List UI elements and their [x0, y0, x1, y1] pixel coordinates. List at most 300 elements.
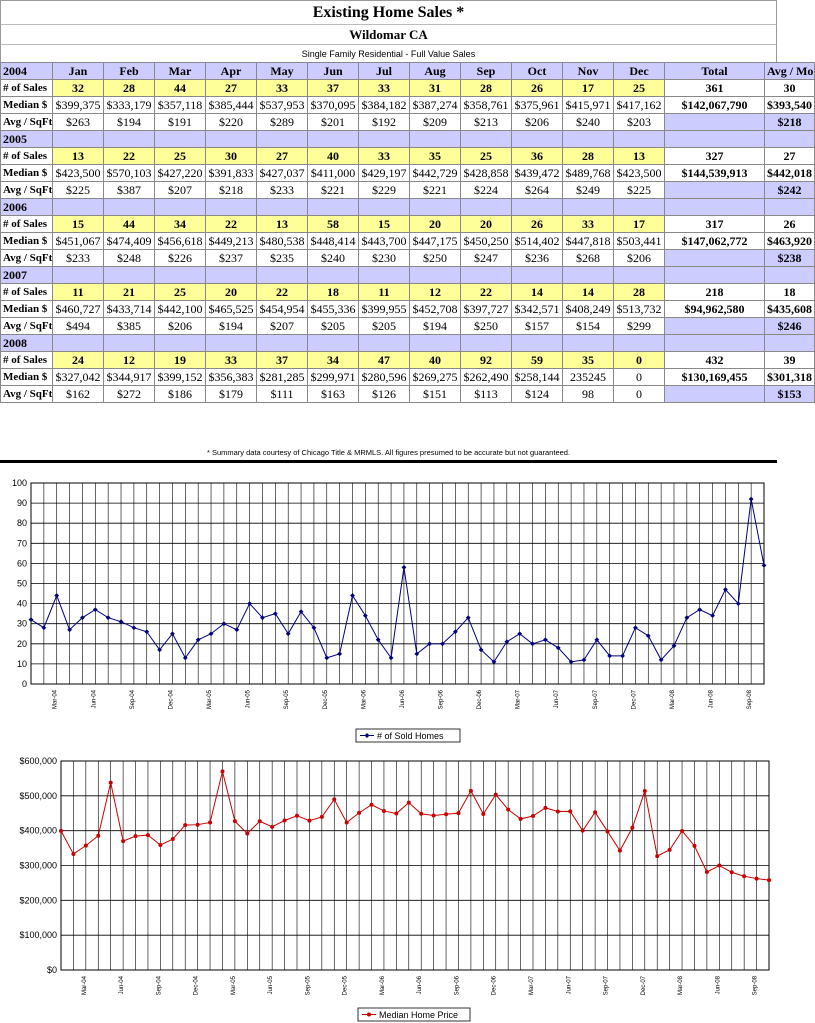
empty-cell: [155, 267, 206, 284]
median-avg: $393,540: [765, 97, 815, 114]
data-point: [134, 834, 138, 838]
data-point: [320, 815, 324, 819]
sqft-cell: 0: [614, 386, 665, 403]
x-tick-label: Jun-07: [566, 976, 573, 995]
sqft-cell: 98: [563, 386, 614, 403]
data-point: [456, 811, 460, 815]
empty-cell: [563, 199, 614, 216]
y-tick-label: 60: [16, 558, 27, 569]
data-point: [742, 874, 746, 878]
sales-cell: 37: [308, 80, 359, 97]
y-tick-label: $500,000: [19, 790, 57, 801]
sales-cell: 24: [53, 352, 104, 369]
sales-cell: 32: [53, 80, 104, 97]
sqft-cell: $209: [410, 114, 461, 131]
y-tick-label: $600,000: [19, 756, 57, 766]
year-label: 2005: [1, 131, 53, 148]
data-point: [643, 789, 647, 793]
x-tick-label: Mar-07: [515, 690, 522, 710]
empty-cell: [359, 199, 410, 216]
median-cell: $439,472: [512, 165, 563, 182]
empty-cell: [206, 335, 257, 352]
sales-cell: 92: [461, 352, 512, 369]
x-tick-label: Sep-04: [156, 976, 163, 996]
x-tick-label: Jun-05: [268, 976, 275, 995]
sqft-cell: $225: [53, 182, 104, 199]
x-tick-label: Jun-08: [715, 976, 722, 995]
data-point: [593, 810, 597, 814]
sqft-cell: $233: [257, 182, 308, 199]
sqft-cell: $205: [359, 318, 410, 335]
y-tick-label: $0: [46, 965, 57, 975]
x-tick-label: Jun-08: [708, 690, 715, 709]
median-cell: $427,037: [257, 165, 308, 182]
median-cell: $447,175: [410, 233, 461, 250]
month-header: May: [257, 63, 308, 80]
empty-cell: [512, 267, 563, 284]
empty-cell: [104, 131, 155, 148]
empty-cell: [104, 199, 155, 216]
x-tick-label: Sep-05: [284, 690, 291, 710]
y-tick-label: 10: [16, 658, 27, 669]
sales-cell: 40: [410, 352, 461, 369]
empty-cell: [461, 199, 512, 216]
x-tick-label: Dec-04: [168, 690, 175, 710]
sqft-cell: $206: [512, 114, 563, 131]
sales-total: 317: [665, 216, 765, 233]
median-cell: $443,700: [359, 233, 410, 250]
empty-cell: [308, 267, 359, 284]
data-point: [581, 829, 585, 833]
x-tick-label: Dec-06: [477, 690, 484, 710]
x-tick-label: Mar-05: [230, 976, 237, 996]
median-cell: $344,917: [104, 369, 155, 386]
sales-cell: 33: [563, 216, 614, 233]
data-point: [481, 812, 485, 816]
sales-cell: 33: [206, 352, 257, 369]
sales-cell: 15: [359, 216, 410, 233]
sqft-row: [1, 386, 815, 403]
sqft-cell: $248: [104, 250, 155, 267]
median-cell: $454,954: [257, 301, 308, 318]
empty-cell: [257, 267, 308, 284]
empty-cell: [53, 199, 104, 216]
y-tick-label: $400,000: [19, 825, 57, 836]
median-cell: $397,727: [461, 301, 512, 318]
empty-cell: [665, 386, 765, 403]
data-point: [531, 814, 535, 818]
median-cell: $387,274: [410, 97, 461, 114]
median-cell: $423,500: [614, 165, 665, 182]
median-cell: $299,971: [308, 369, 359, 386]
data-point: [469, 789, 473, 793]
sqft-cell: $163: [308, 386, 359, 403]
median-cell: $474,409: [104, 233, 155, 250]
sales-cell: 28: [614, 284, 665, 301]
row-label: Avg / SqFt: [1, 114, 53, 131]
sqft-cell: $385: [104, 318, 155, 335]
year-header-row: [1, 63, 815, 80]
row-label: Avg / SqFt: [1, 182, 53, 199]
data-point: [755, 877, 759, 881]
sqft-avg: $218: [765, 114, 815, 131]
sales-cell: 13: [53, 148, 104, 165]
x-tick-label: Mar-08: [678, 976, 685, 996]
sqft-cell: $205: [308, 318, 359, 335]
sales-cell: 59: [512, 352, 563, 369]
month-header: Dec: [614, 63, 665, 80]
empty-cell: [308, 131, 359, 148]
empty-cell: [257, 131, 308, 148]
data-point: [307, 819, 311, 823]
median-cell: $399,955: [359, 301, 410, 318]
data-point: [171, 837, 175, 841]
sales-avg: 39: [765, 352, 815, 369]
empty-cell: [461, 267, 512, 284]
sales-row: [1, 284, 815, 301]
data-point: [332, 797, 336, 801]
empty-cell: [410, 267, 461, 284]
empty-cell: [665, 250, 765, 267]
x-tick-label: Mar-06: [361, 690, 368, 710]
footnote: * Summary data courtesy of Chicago Title & MRMLS. All figures presumed to be accurate but not guaranteed.: [206, 448, 571, 457]
sqft-cell: $124: [512, 386, 563, 403]
sqft-cell: $240: [563, 114, 614, 131]
x-tick-label: Sep-06: [454, 976, 461, 996]
median-total: $144,539,913: [665, 165, 765, 182]
data-point: [59, 829, 63, 833]
sqft-cell: $194: [104, 114, 155, 131]
data-point: [220, 769, 224, 773]
x-tick-label: Sep-08: [747, 690, 754, 710]
sales-cell: 35: [563, 352, 614, 369]
median-cell: 0: [614, 369, 665, 386]
sqft-cell: $236: [512, 250, 563, 267]
data-point: [109, 781, 113, 785]
sales-cell: 0: [614, 352, 665, 369]
year-label: 2004: [1, 63, 53, 80]
sales-cell: 19: [155, 352, 206, 369]
sales-row: [1, 352, 815, 369]
median-total: $142,067,790: [665, 97, 765, 114]
sqft-row: [1, 250, 815, 267]
year-label: 2006: [1, 199, 53, 216]
empty-cell: [155, 335, 206, 352]
sqft-cell: $126: [359, 386, 410, 403]
empty-cell: [563, 335, 614, 352]
sqft-avg: $246: [765, 318, 815, 335]
median-total: $94,962,580: [665, 301, 765, 318]
sales-cell: 25: [155, 148, 206, 165]
sqft-cell: $151: [410, 386, 461, 403]
empty-cell: [155, 131, 206, 148]
sales-cell: 27: [206, 80, 257, 97]
sales-cell: 58: [308, 216, 359, 233]
sales-cell: 15: [53, 216, 104, 233]
data-point: [606, 829, 610, 833]
median-price-chart: [0, 755, 777, 1022]
sqft-cell: $113: [461, 386, 512, 403]
sqft-cell: $233: [53, 250, 104, 267]
year-header-row: [1, 199, 815, 216]
row-label: Median $: [1, 233, 53, 250]
sqft-cell: $299: [614, 318, 665, 335]
empty-cell: [308, 199, 359, 216]
median-cell: $570,103: [104, 165, 155, 182]
sales-cell: 27: [257, 148, 308, 165]
empty-cell: [359, 267, 410, 284]
x-tick-label: Dec-07: [631, 690, 638, 710]
empty-cell: [53, 335, 104, 352]
sqft-row: [1, 114, 815, 131]
data-point: [655, 854, 659, 858]
sqft-cell: $289: [257, 114, 308, 131]
year-label: 2007: [1, 267, 53, 284]
year-header-row: [1, 267, 815, 284]
sqft-cell: $240: [308, 250, 359, 267]
divider: [0, 460, 777, 463]
month-header: Apr: [206, 63, 257, 80]
empty-cell: [614, 199, 665, 216]
row-label: Median $: [1, 369, 53, 386]
sales-cell: 34: [155, 216, 206, 233]
data-point: [96, 834, 100, 838]
sales-cell: 37: [257, 352, 308, 369]
sales-cell: 13: [257, 216, 308, 233]
year-header-row: [1, 335, 815, 352]
y-tick-label: 100: [11, 478, 27, 488]
median-cell: $333,179: [104, 97, 155, 114]
median-cell: $423,500: [53, 165, 104, 182]
median-cell: $442,100: [155, 301, 206, 318]
x-tick-label: Mar-08: [669, 690, 676, 710]
sqft-row: [1, 318, 815, 335]
data-point: [370, 803, 374, 807]
data-point: [568, 809, 572, 813]
data-point: [233, 819, 237, 823]
median-cell: $480,538: [257, 233, 308, 250]
x-tick-label: Mar-07: [529, 976, 535, 996]
sales-cell: 18: [308, 284, 359, 301]
data-point: [158, 843, 162, 847]
data-point: [630, 826, 634, 830]
sqft-cell: $213: [461, 114, 512, 131]
empty-cell: [359, 335, 410, 352]
y-tick-label: 30: [16, 618, 27, 629]
x-tick-label: Mar-04: [81, 976, 88, 996]
sales-avg: 26: [765, 216, 815, 233]
sales-cell: 12: [410, 284, 461, 301]
empty-cell: [665, 131, 765, 148]
y-tick-label: 20: [16, 638, 27, 649]
data-point: [618, 849, 622, 853]
sales-cell: 44: [155, 80, 206, 97]
median-cell: $399,375: [53, 97, 104, 114]
sqft-avg: $242: [765, 182, 815, 199]
data-point: [432, 813, 436, 817]
empty-cell: [206, 267, 257, 284]
median-row: [1, 369, 815, 386]
sqft-cell: $229: [359, 182, 410, 199]
sqft-cell: $494: [53, 318, 104, 335]
sales-cell: 20: [410, 216, 461, 233]
median-cell: $411,000: [308, 165, 359, 182]
year-header-row: [1, 131, 815, 148]
median-cell: $356,383: [206, 369, 257, 386]
sales-total: 361: [665, 80, 765, 97]
sales-cell: 20: [461, 216, 512, 233]
data-point: [519, 817, 523, 821]
x-tick-label: Sep-06: [438, 690, 445, 710]
sqft-cell: $249: [563, 182, 614, 199]
median-cell: $448,414: [308, 233, 359, 250]
median-cell: $342,571: [512, 301, 563, 318]
empty-cell: [665, 114, 765, 131]
sales-cell: 25: [614, 80, 665, 97]
median-cell: $452,708: [410, 301, 461, 318]
empty-cell: [461, 335, 512, 352]
empty-cell: [512, 131, 563, 148]
data-point: [183, 823, 187, 827]
median-cell: $391,833: [206, 165, 257, 182]
row-label: Median $: [1, 165, 53, 182]
month-header: Feb: [104, 63, 155, 80]
median-cell: $451,067: [53, 233, 104, 250]
month-header: Sep: [461, 63, 512, 80]
x-tick-label: Jun-04: [119, 976, 126, 995]
row-label: Avg / SqFt: [1, 318, 53, 335]
legend-label: Median Home Price: [379, 1010, 459, 1020]
sales-row: [1, 216, 815, 233]
empty-cell: [410, 335, 461, 352]
page-title: Existing Home Sales *: [0, 0, 777, 24]
sales-cell: 33: [359, 148, 410, 165]
month-header: Jan: [53, 63, 104, 80]
sqft-cell: $268: [563, 250, 614, 267]
y-tick-label: 50: [16, 578, 27, 589]
median-cell: $357,118: [155, 97, 206, 114]
sales-cell: 30: [206, 148, 257, 165]
x-tick-label: Sep-04: [129, 690, 136, 710]
empty-cell: [765, 131, 815, 148]
sqft-cell: $194: [410, 318, 461, 335]
sqft-cell: $162: [53, 386, 104, 403]
empty-cell: [665, 182, 765, 199]
median-row: [1, 165, 815, 182]
median-cell: $489,768: [563, 165, 614, 182]
data-point: [295, 814, 299, 818]
empty-cell: [461, 131, 512, 148]
y-tick-label: 80: [16, 518, 27, 529]
median-cell: $428,858: [461, 165, 512, 182]
median-cell: $455,336: [308, 301, 359, 318]
median-cell: 235245: [563, 369, 614, 386]
median-cell: $447,818: [563, 233, 614, 250]
sales-row: [1, 148, 815, 165]
x-tick-label: Dec-05: [322, 690, 329, 710]
sqft-cell: $194: [206, 318, 257, 335]
sqft-cell: $206: [614, 250, 665, 267]
sqft-cell: $237: [206, 250, 257, 267]
sales-cell: 22: [461, 284, 512, 301]
sqft-cell: $201: [308, 114, 359, 131]
empty-cell: [563, 267, 614, 284]
data-point: [258, 819, 262, 823]
sales-cell: 34: [308, 352, 359, 369]
data-point: [692, 844, 696, 848]
empty-cell: [765, 199, 815, 216]
median-cell: $358,761: [461, 97, 512, 114]
data-point: [494, 793, 498, 797]
median-cell: $449,213: [206, 233, 257, 250]
median-cell: $327,042: [53, 369, 104, 386]
x-tick-label: Mar-04: [52, 690, 59, 710]
sales-cell: 31: [410, 80, 461, 97]
sales-row: [1, 80, 815, 97]
empty-cell: [665, 335, 765, 352]
median-cell: $269,275: [410, 369, 461, 386]
row-label: # of Sales: [1, 80, 53, 97]
sales-cell: 25: [155, 284, 206, 301]
sqft-cell: $230: [359, 250, 410, 267]
sqft-row: [1, 182, 815, 199]
x-tick-label: Mar-05: [207, 690, 214, 710]
sqft-cell: $192: [359, 114, 410, 131]
sqft-cell: $226: [155, 250, 206, 267]
median-cell: $262,490: [461, 369, 512, 386]
median-cell: $442,729: [410, 165, 461, 182]
median-cell: $503,441: [614, 233, 665, 250]
sales-cell: 36: [512, 148, 563, 165]
sqft-cell: $247: [461, 250, 512, 267]
sales-total: 327: [665, 148, 765, 165]
data-point: [717, 864, 721, 868]
sqft-cell: $220: [206, 114, 257, 131]
sales-cell: 47: [359, 352, 410, 369]
sqft-cell: $221: [308, 182, 359, 199]
sales-table: [0, 62, 815, 403]
empty-cell: [155, 199, 206, 216]
median-cell: $399,152: [155, 369, 206, 386]
sqft-cell: $157: [512, 318, 563, 335]
month-header: Mar: [155, 63, 206, 80]
row-label: Median $: [1, 301, 53, 318]
data-point: [444, 812, 448, 816]
data-point: [283, 818, 287, 822]
data-point: [680, 829, 684, 833]
data-point: [506, 808, 510, 812]
x-tick-label: Dec-04: [193, 976, 200, 996]
row-label: Avg / SqFt: [1, 386, 53, 403]
median-row: [1, 233, 815, 250]
avg-header: Avg / Mo: [765, 63, 815, 80]
sqft-cell: $186: [155, 386, 206, 403]
median-cell: $456,618: [155, 233, 206, 250]
median-cell: $450,250: [461, 233, 512, 250]
sales-cell: 33: [257, 80, 308, 97]
x-tick-label: Dec-07: [640, 976, 647, 996]
median-cell: $384,182: [359, 97, 410, 114]
sqft-cell: $263: [53, 114, 104, 131]
y-tick-label: $300,000: [19, 860, 57, 871]
empty-cell: [104, 335, 155, 352]
empty-cell: [206, 131, 257, 148]
empty-cell: [665, 199, 765, 216]
x-tick-label: Jun-07: [554, 690, 561, 709]
data-point: [382, 809, 386, 813]
data-point: [394, 812, 398, 816]
sqft-cell: $387: [104, 182, 155, 199]
